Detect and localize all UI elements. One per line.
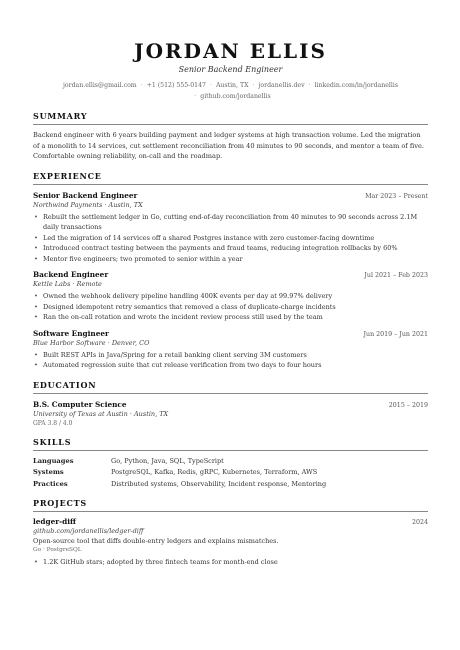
project-link[interactable]: github.com/jordanellis/ledger-diff [33, 527, 144, 535]
separator: · [194, 93, 197, 100]
job-role: Backend Engineer [33, 270, 109, 279]
job-dates: Mar 2023 – Present [365, 192, 428, 200]
job-header [33, 269, 428, 280]
skill-value: Go, Python, Java, SQL, TypeScript [111, 456, 224, 465]
list-item: • Designed idempotent retry semantics that removed a class of duplicate-charge incidents [33, 302, 428, 313]
project-year: 2024 [411, 519, 428, 526]
job-entry [33, 328, 428, 371]
education-header [33, 399, 428, 410]
projects-section [33, 498, 428, 568]
job-role: Senior Backend Engineer [33, 190, 138, 200]
skill-value: PostgreSQL, Kafka, Redis, gRPC, Kubernetes, Terraform, AWS [111, 468, 318, 476]
job-org: Kettle Labs · Remote [33, 280, 102, 288]
section-heading: SUMMARY [33, 111, 428, 125]
section-heading: SKILLS [33, 437, 428, 451]
contact-line [33, 80, 428, 102]
job-org: Northwind Payments · Austin, TX [33, 200, 143, 209]
list-item: • Automated regression suite that cut release verification from two days to four hours [33, 360, 428, 371]
list-item: • Introduced contract testing between the payments and fraud teams, reducing integration rollbacks by 60% [33, 243, 428, 254]
skill-value: Distributed systems, Observability, Incident response, Mentoring [111, 479, 327, 488]
job-header [33, 328, 428, 339]
school: University of Texas at Austin · Austin, TX [33, 409, 169, 418]
section-heading: PROJECTS [33, 498, 428, 512]
skills-grid [33, 456, 428, 490]
job-entry [33, 190, 428, 265]
candidate-title: Senior Backend Engineer [178, 65, 283, 74]
list-item: • Owned the webhook delivery pipeline handling 400K events per day at 99.97% delivery [33, 291, 428, 302]
section-heading: EDUCATION [33, 380, 428, 394]
section-heading: EXPERIENCE [33, 171, 428, 185]
candidate-name: JORDAN ELLIS [134, 39, 327, 63]
degree: B.S. Computer Science [33, 399, 127, 409]
list-item: • 1.2K GitHub stars; adopted by three fintech teams for month-end close [33, 557, 428, 568]
separator: · [308, 82, 311, 89]
skill-label: Practices [33, 479, 68, 488]
job-org: Blue Harbor Software · Denver, CO [33, 338, 150, 347]
list-item: • Ran the on-call rotation and wrote the incident review process still used by the team [33, 312, 428, 323]
summary-section [33, 111, 428, 162]
job-bullets [33, 291, 428, 323]
project-name: ledger-diff [33, 517, 76, 526]
project-tech: Go · PostgreSQL [33, 547, 82, 553]
project-description: Open-source tool that diffs double-entry ledgers and explains mismatches. [33, 537, 279, 545]
separator: · [209, 82, 212, 89]
list-item: • Rebuilt the settlement ledger in Go, cutting end-of-day reconciliation from 40 minutes to 90 seconds across 2.1M daily transactions [33, 212, 428, 233]
contact-location: Austin, TX [215, 82, 249, 89]
job-bullets [33, 212, 428, 265]
separator: · [252, 82, 255, 89]
contact-linkedin[interactable]: linkedin.com/in/jordanellis [314, 82, 398, 89]
list-item: • Mentor five engineers; two promoted to senior within a year [33, 254, 428, 265]
contact-phone[interactable]: +1 (512) 555-0147 [146, 82, 206, 89]
contact-website[interactable]: jordanellis.dev [258, 82, 305, 89]
project-header [33, 517, 428, 527]
skill-label: Systems [33, 468, 64, 476]
skill-label: Languages [33, 456, 74, 465]
list-item: • Led the migration of 14 services off a shared Postgres instance with zero customer-facing downtime [33, 233, 428, 244]
separator: · [140, 82, 143, 89]
list-item: • Built REST APIs in Java/Spring for a retail banking client serving 3M customers [33, 350, 428, 361]
experience-section [33, 171, 428, 371]
job-header [33, 190, 428, 201]
job-role: Software Engineer [33, 328, 109, 338]
project-bullets [33, 557, 428, 568]
job-dates: Jul 2021 – Feb 2023 [364, 272, 428, 279]
job-entry [33, 269, 428, 323]
job-dates: Jun 2019 – Jun 2021 [363, 330, 428, 338]
education-section [33, 380, 428, 428]
summary-text: Backend engineer with 6 years building payment and ledger systems at high transaction volume. Led the migration of a monolith to 14 services, cut settlement reconciliation from 40 minutes to 90 seconds, and mentor a team of five. Comfortable owning reliability, on-call and the roadmap. [33, 131, 424, 160]
gpa: GPA 3.8 / 4.0 [33, 419, 73, 427]
contact-email[interactable]: jordan.ellis@gmail.com [63, 82, 137, 89]
education-dates: 2015 – 2019 [388, 401, 428, 409]
job-bullets [33, 350, 428, 371]
skills-section [33, 437, 428, 490]
contact-github[interactable]: github.com/jordanellis [200, 93, 271, 100]
